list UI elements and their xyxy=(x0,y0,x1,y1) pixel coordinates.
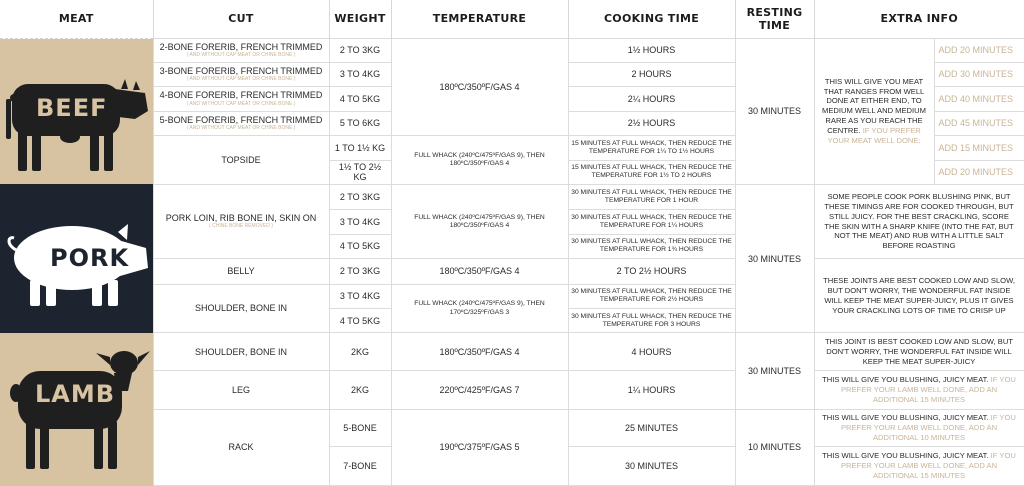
add-time-cell: ADD 45 MINUTES xyxy=(934,111,1024,135)
add-time-cell: ADD 20 MINUTES xyxy=(934,160,1024,184)
cut-note: ( AND WITHOUT CAP MEAT OR CHINE BONE ) xyxy=(186,125,296,132)
info-muted-text: IF YOU PREFER YOUR MEAT WELL DONE: xyxy=(827,126,921,145)
header-weight: WEIGHT xyxy=(329,0,391,38)
temperature-cell: 180ºC/350ºF/GAS 4 xyxy=(391,38,568,136)
weight-cell: 1½ TO 2½ KG xyxy=(329,160,391,184)
lamb-label: LAMB xyxy=(35,379,116,408)
weight-cell: 2KG xyxy=(329,333,391,371)
resting-cell: 10 MINUTES xyxy=(735,409,814,485)
header-resting-time: RESTING TIME xyxy=(735,0,814,38)
weight-cell: 1 TO 1½ KG xyxy=(329,136,391,160)
time-cell: 2 HOURS xyxy=(568,62,735,86)
time-cell: 30 MINUTES AT FULL WHACK, THEN REDUCE THE TEMPERATURE FOR 1¼ HOURS xyxy=(568,210,735,234)
cut-label: 4-BONE FORERIB, FRENCH TRIMMED xyxy=(159,90,323,101)
add-time-cell: ADD 30 MINUTES xyxy=(934,62,1024,86)
cut-label: 5-BONE FORERIB, FRENCH TRIMMED xyxy=(159,114,323,125)
lamb-leg-info xyxy=(814,371,1024,410)
lamb-rack-5-info xyxy=(814,409,1024,447)
time-cell: 4 HOURS xyxy=(568,333,735,371)
header-temperature: TEMPERATURE xyxy=(391,0,568,38)
temperature-cell: 220ºC/425ºF/GAS 7 xyxy=(391,371,568,410)
header-row xyxy=(0,0,1024,38)
header-cut: CUT xyxy=(153,0,329,38)
temperature-cell: 190ºC/375ºF/GAS 5 xyxy=(391,409,568,485)
beef-cut-4-bone xyxy=(153,87,329,111)
table-row xyxy=(0,371,1024,410)
header-extra-info: EXTRA INFO xyxy=(814,0,1024,38)
cut-note: ( CHINE BONE REMOVED ) xyxy=(209,223,273,230)
table-row xyxy=(0,184,1024,209)
table-row xyxy=(0,409,1024,447)
temperature-cell: FULL WHACK (240ºC/475ºF/GAS 9), THEN 180ºC/350ºF/GAS 4 xyxy=(391,184,568,258)
weight-cell: 4 TO 5KG xyxy=(329,309,391,333)
temperature-cell: 180ºC/350ºF/GAS 4 xyxy=(391,333,568,371)
beef-panel xyxy=(0,38,153,184)
weight-cell: 2KG xyxy=(329,371,391,410)
resting-cell: 30 MINUTES xyxy=(735,184,814,332)
lamb-cut-leg: LEG xyxy=(153,371,329,410)
time-cell: 30 MINUTES AT FULL WHACK, THEN REDUCE THE TEMPERATURE FOR 2½ HOURS xyxy=(568,284,735,308)
beef-info xyxy=(814,38,934,184)
time-cell: 15 MINUTES AT FULL WHACK, THEN REDUCE THE TEMPERATURE FOR 1¼ TO 1½ HOURS xyxy=(568,136,735,160)
cut-note: ( AND WITHOUT CAP MEAT OR CHINE BONE ) xyxy=(186,100,296,107)
weight-cell: 5 TO 6KG xyxy=(329,111,391,135)
resting-cell: 30 MINUTES xyxy=(735,333,814,409)
beef-cut-5-bone xyxy=(153,111,329,135)
time-cell: 1½ HOURS xyxy=(568,38,735,62)
lamb-rack-7-info xyxy=(814,447,1024,486)
time-cell: 1¼ HOURS xyxy=(568,371,735,410)
pork-loin-info: SOME PEOPLE COOK PORK BLUSHING PINK, BUT THESE TIMINGS ARE FOR COOKED THROUGH, BUT STILL JUICY. FOR THE BEST CRACKLING, SCORE THE SKIN WITH A SHARP KNIFE (INTO THE FAT, BUT NOT THE MEAT) AND RUB WITH A LITTLE SALT BEFORE ROASTING xyxy=(814,184,1024,258)
weight-cell: 7-BONE xyxy=(329,447,391,486)
lamb-shoulder-info: THIS JOINT IS BEST COOKED LOW AND SLOW, BUT DON'T WORRY, THE WONDERFUL FAT INSIDE WILL KEEP THE MEAT SUPER-JUICY xyxy=(814,333,1024,371)
pork-label: PORK xyxy=(50,244,130,273)
pork-cut-belly: BELLY xyxy=(153,259,329,284)
info-muted-text: IF YOU PREFER YOUR LAMB WELL DONE, ADD AN ADDITIONAL 15 MINUTES xyxy=(840,451,1016,481)
lamb-panel xyxy=(0,333,153,486)
pork-panel xyxy=(0,184,153,332)
pork-cut-loin xyxy=(153,184,329,258)
lamb-cut-rack: RACK xyxy=(153,409,329,485)
beef-cut-2-bone xyxy=(153,38,329,62)
weight-cell: 3 TO 4KG xyxy=(329,284,391,308)
beef-cut-3-bone xyxy=(153,62,329,86)
info-muted-text: IF YOU PREFER YOUR LAMB WELL DONE, ADD AN ADDITIONAL 15 MINUTES xyxy=(840,375,1016,404)
weight-cell: 2 TO 3KG xyxy=(329,38,391,62)
time-cell: 30 MINUTES AT FULL WHACK, THEN REDUCE THE TEMPERATURE FOR 1 HOUR xyxy=(568,184,735,209)
weight-cell: 4 TO 5KG xyxy=(329,87,391,111)
info-muted-text: IF YOU PREFER YOUR LAMB WELL DONE, ADD AN ADDITIONAL 10 MINUTES xyxy=(840,413,1016,442)
add-time-cell: ADD 40 MINUTES xyxy=(934,87,1024,111)
table-row xyxy=(0,259,1024,284)
weight-cell: 5-BONE xyxy=(329,409,391,447)
weight-cell: 2 TO 3KG xyxy=(329,259,391,284)
cut-label: 3-BONE FORERIB, FRENCH TRIMMED xyxy=(159,66,323,77)
info-text: THIS WILL GIVE YOU MEAT THAT RANGES FROM WELL DONE AT EITHER END, TO MEDIUM WELL AND MEDIUM RARE AS YOU REACH THE CENTRE. xyxy=(822,76,926,135)
temperature-cell: FULL WHACK (240ºC/475ºF/GAS 9), THEN 180ºC/350ºF/GAS 4 xyxy=(391,136,568,185)
temperature-cell: 180ºC/350ºF/GAS 4 xyxy=(391,259,568,284)
table-row xyxy=(0,38,1024,62)
lamb-cut-shoulder: SHOULDER, BONE IN xyxy=(153,333,329,371)
add-time-cell: ADD 20 MINUTES xyxy=(934,38,1024,62)
weight-cell: 3 TO 4KG xyxy=(329,210,391,234)
cut-note: ( AND WITHOUT CAP MEAT OR CHINE BONE ) xyxy=(186,52,296,58)
header-meat: MEAT xyxy=(0,0,153,38)
weight-cell: 3 TO 4KG xyxy=(329,62,391,86)
resting-cell: 30 MINUTES xyxy=(735,38,814,184)
temperature-cell: FULL WHACK (240ºC/475ºF/GAS 9), THEN 170ºC/325ºF/GAS 3 xyxy=(391,284,568,333)
time-cell: 2¼ HOURS xyxy=(568,87,735,111)
time-cell: 2 TO 2½ HOURS xyxy=(568,259,735,284)
info-text: THIS WILL GIVE YOU BLUSHING, JUICY MEAT. xyxy=(822,451,989,461)
header-cooking-time: COOKING TIME xyxy=(568,0,735,38)
info-text: THIS WILL GIVE YOU BLUSHING, JUICY MEAT. xyxy=(822,375,989,385)
beef-label: BEEF xyxy=(36,93,108,122)
info-text: THIS WILL GIVE YOU BLUSHING, JUICY MEAT. xyxy=(822,413,989,423)
time-cell: 2½ HOURS xyxy=(568,111,735,135)
cut-label: 2-BONE FORERIB, FRENCH TRIMMED xyxy=(159,41,323,52)
time-cell: 25 MINUTES xyxy=(568,409,735,447)
time-cell: 30 MINUTES AT FULL WHACK, THEN REDUCE THE TEMPERATURE FOR 3 HOURS xyxy=(568,309,735,333)
add-time-cell: ADD 15 MINUTES xyxy=(934,136,1024,160)
time-cell: 30 MINUTES xyxy=(568,447,735,486)
cut-note: ( AND WITHOUT CAP MEAT OR CHINE BONE ) xyxy=(186,76,296,83)
pork-cut-shoulder: SHOULDER, BONE IN xyxy=(153,284,329,333)
weight-cell: 2 TO 3KG xyxy=(329,184,391,209)
table-row xyxy=(0,333,1024,371)
cut-label: PORK LOIN, RIB BONE IN, SKIN ON xyxy=(165,213,317,223)
time-cell: 15 MINUTES AT FULL WHACK, THEN REDUCE THE TEMPERATURE FOR 1½ TO 2 HOURS xyxy=(568,160,735,184)
time-cell: 30 MINUTES AT FULL WHACK, THEN REDUCE THE TEMPERATURE FOR 1¾ HOURS xyxy=(568,234,735,258)
beef-cut-topside: TOPSIDE xyxy=(153,136,329,185)
weight-cell: 4 TO 5KG xyxy=(329,234,391,258)
pork-other-info: THESE JOINTS ARE BEST COOKED LOW AND SLOW, BUT DON'T WORRY, THE WONDERFUL FAT INSIDE WILL KEEP THE MEAT SUPER-JUICY, PLUS IT GIVES YOUR CRACKLING LOTS OF TIME TO CRISP UP xyxy=(814,259,1024,333)
